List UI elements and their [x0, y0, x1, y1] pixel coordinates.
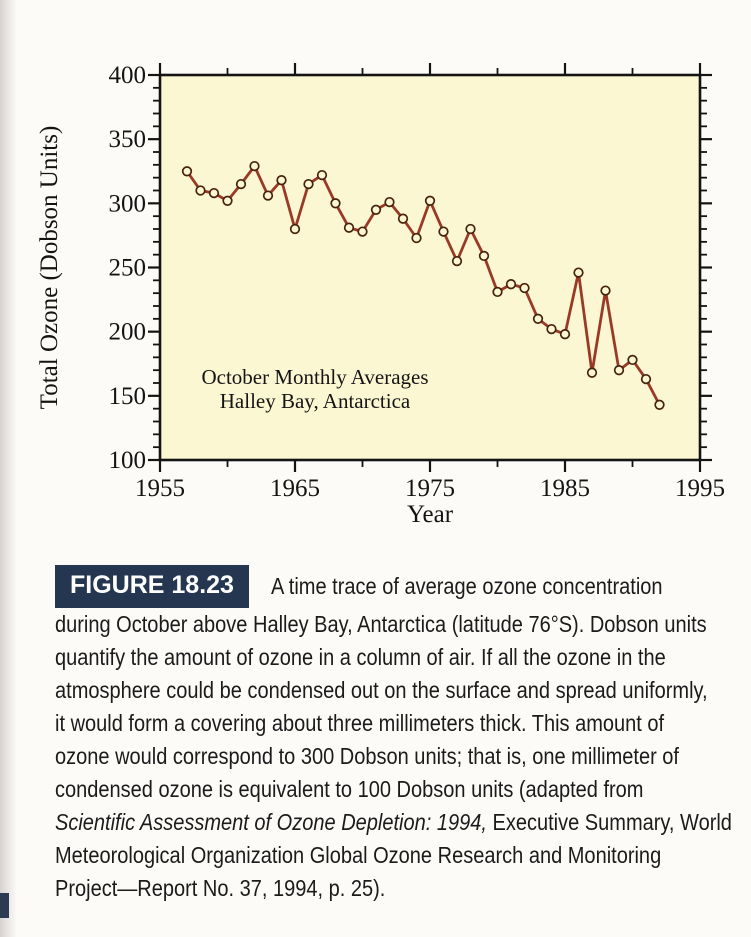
caption-text: Executive Summary, World [486, 809, 732, 835]
data-point-1989 [615, 366, 624, 375]
x-axis-title: Year [406, 501, 454, 528]
data-point-1976 [439, 227, 448, 236]
caption-text: Project—Report No. 37, 1994, p. 25). [55, 875, 386, 901]
caption-text: ozone would correspond to 300 Dobson units; that is, one millimeter of [55, 743, 679, 769]
data-point-1975 [426, 197, 435, 206]
data-point-1957 [183, 167, 192, 176]
y-tick-label: 350 [108, 126, 146, 154]
caption-body [55, 608, 735, 905]
caption-first-row [55, 566, 735, 606]
data-point-1958 [196, 186, 205, 195]
y-tick-label: 150 [108, 382, 146, 410]
x-tick-label: 1985 [540, 475, 590, 502]
page-edge-mark [0, 893, 9, 918]
caption-line [55, 806, 732, 839]
data-point-1966 [304, 180, 313, 189]
caption-text: condensed ozone is equivalent to 100 Dobson units (adapted from [55, 776, 644, 802]
y-tick-label: 250 [108, 254, 146, 282]
data-point-1972 [385, 198, 394, 207]
data-point-1986 [574, 268, 583, 277]
data-point-1979 [480, 252, 489, 261]
x-tick-label: 1975 [405, 475, 455, 502]
data-point-1961 [237, 180, 246, 189]
y-tick-label: 300 [108, 190, 146, 218]
data-point-1984 [547, 325, 556, 334]
caption-line [55, 773, 647, 806]
data-point-1980 [493, 288, 502, 297]
data-point-1992 [655, 401, 664, 410]
plot-annotation-line: Halley Bay, Antarctica [219, 389, 411, 413]
data-point-1974 [412, 234, 421, 243]
caption-line [55, 740, 679, 773]
caption-line [55, 839, 662, 872]
data-point-1964 [277, 176, 286, 185]
data-point-1987 [588, 368, 597, 377]
y-axis-title: Total Ozone (Dobson Units) [36, 125, 63, 410]
data-point-1970 [358, 227, 367, 236]
x-tick-label: 1995 [675, 475, 725, 502]
x-tick-label: 1965 [270, 475, 320, 502]
caption-line [55, 641, 666, 674]
data-point-1962 [250, 162, 259, 171]
data-point-1973 [399, 214, 408, 223]
data-point-1983 [534, 315, 543, 324]
caption-text: Meteorological Organization Global Ozone Research and Monitoring [55, 842, 662, 868]
data-point-1981 [507, 280, 516, 289]
plot-annotation-line: October Monthly Averages [201, 365, 429, 389]
data-point-1971 [372, 206, 381, 215]
data-point-1991 [642, 375, 651, 384]
data-point-1977 [453, 257, 462, 266]
caption-citation-italic: Scientific Assessment of Ozone Depletion: 1994, [55, 809, 487, 835]
caption-line [55, 674, 708, 707]
caption-line [271, 570, 663, 603]
caption-text: quantify the amount of ozone in a column of air. If all the ozone in the [55, 644, 666, 670]
y-tick-label: 100 [108, 447, 146, 474]
data-point-1978 [466, 225, 475, 234]
caption-text: atmosphere could be condensed out on the surface and spread uniformly, [55, 677, 708, 703]
caption-text: A time trace of average ozone concentration [270, 572, 663, 599]
data-point-1965 [291, 225, 300, 234]
caption-line [55, 707, 665, 740]
data-point-1985 [561, 330, 570, 339]
figure-label: FIGURE 18.23 [55, 565, 249, 608]
caption-text: it would form a covering about three millimeters thick. This amount of [55, 710, 665, 736]
data-point-1960 [223, 197, 232, 206]
data-point-1988 [601, 286, 610, 295]
data-point-1982 [520, 284, 529, 293]
caption-line [55, 872, 647, 905]
data-point-1967 [318, 171, 327, 180]
data-point-1963 [264, 191, 273, 200]
y-tick-label: 200 [108, 318, 146, 346]
data-point-1969 [345, 223, 354, 232]
data-point-1990 [628, 356, 637, 365]
x-tick-label: 1955 [135, 475, 185, 502]
figure-caption [55, 566, 735, 905]
caption-text: during October above Halley Bay, Antarctica (latitude 76°S). Dobson units [55, 611, 707, 637]
y-tick-label: 400 [108, 62, 146, 89]
data-point-1959 [210, 189, 219, 198]
caption-line [55, 608, 707, 641]
data-point-1968 [331, 199, 340, 208]
